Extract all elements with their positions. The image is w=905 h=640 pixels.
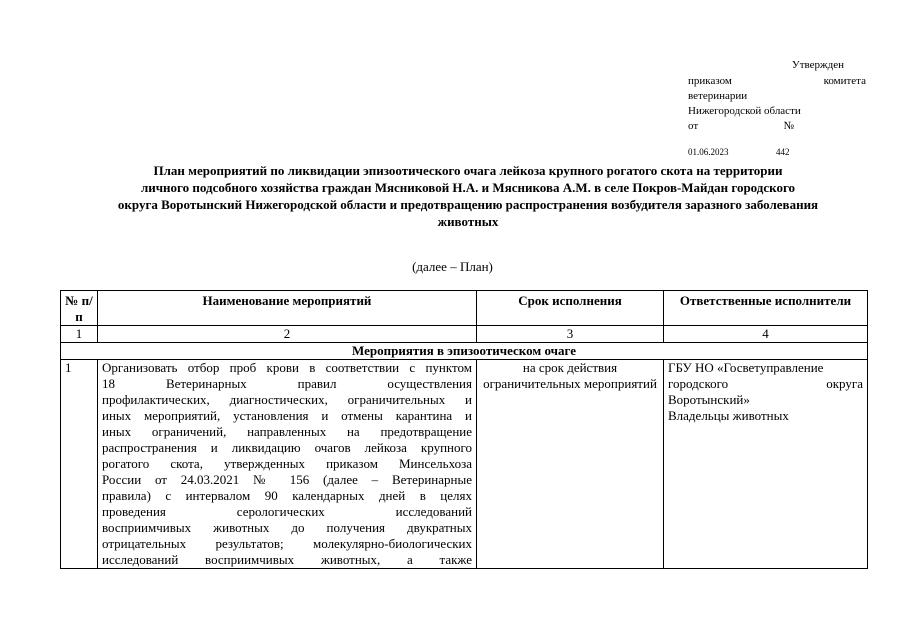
table-row <box>61 360 868 569</box>
responsible-line: ГБУ НО «Госветуправление <box>668 360 824 375</box>
approval-committee-word: комитета <box>823 75 866 87</box>
column-number: 1 <box>61 326 98 343</box>
header-activity: Наименование мероприятий <box>98 291 477 326</box>
activity-line: рогатого скота, утвержденных приказом Минсельхоза <box>102 456 472 471</box>
activity-line: иных мероприятий, установления и отмены карантина и <box>102 408 472 423</box>
header-number: № п/п <box>61 291 98 326</box>
responsible-line: Воротынский» <box>668 392 750 407</box>
section-title: Мероприятия в эпизоотическом очаге <box>61 343 868 360</box>
table-section-row <box>61 343 868 360</box>
title-line: личного подсобного хозяйства граждан Мясниковой Н.А. и Мясникова А.М. в селе Покров-Майдан городского <box>140 180 796 195</box>
activity-line: иных ограничений, направленных на предотвращение <box>102 424 472 439</box>
header-term: Срок исполнения <box>477 291 664 326</box>
approval-line-4 <box>688 119 794 134</box>
responsible-line: городского округа <box>668 376 863 391</box>
approval-date-number <box>688 145 866 160</box>
activity-line: Организовать отбор проб крови в соответствии с пунктом <box>102 360 472 375</box>
header-responsible: Ответственные исполнители <box>664 291 868 326</box>
plan-table <box>60 290 868 569</box>
approval-block <box>688 58 866 160</box>
activity-line: отрицательных результатов; молекулярно-биологических <box>102 536 472 551</box>
title-line: План мероприятий по ликвидации эпизоотического очага лейкоза крупного рогатого скота на территории <box>153 163 783 178</box>
approval-number-sign: № <box>783 120 794 132</box>
column-number: 4 <box>664 326 868 343</box>
approval-date: 01.06.2023 <box>688 147 729 157</box>
activity-line: исследований восприимчивых животных, а также <box>102 552 472 567</box>
responsible-line: Владельцы животных <box>668 408 789 423</box>
document-subtitle: (далее – План) <box>412 259 493 274</box>
activity-line: правила) с интервалом 90 календарных дней в целях <box>102 488 472 503</box>
activity-cell <box>98 360 477 569</box>
title-line: животных <box>437 214 499 229</box>
row-number: 1 <box>61 360 98 569</box>
activity-line: профилактических, диагностических, ограничительных и <box>102 392 472 407</box>
column-number: 3 <box>477 326 664 343</box>
approval-line-1 <box>688 74 866 89</box>
responsible-cell <box>664 360 868 569</box>
activity-line: восприимчивых животных до получения двукратных <box>102 520 472 535</box>
table-header-row <box>61 291 868 326</box>
approval-from-word: от <box>688 120 699 132</box>
column-number: 2 <box>98 326 477 343</box>
title-line: округа Воротынский Нижегородской области и предотвращению распространения возбудителя заразного заболевания <box>117 197 819 212</box>
document-title <box>60 162 876 230</box>
activity-line: России от 24.03.2021 № 156 (далее – Ветеринарные <box>102 472 472 487</box>
approval-line-2: ветеринарии <box>688 90 748 102</box>
activity-line: распространения и ликвидацию очагов лейкоза крупного <box>102 440 472 455</box>
table-column-numbers <box>61 326 868 343</box>
approval-title: Утвержден <box>791 59 844 71</box>
approval-line-3: Нижегородской области <box>688 105 801 117</box>
activity-line: проведения серологических исследований <box>102 504 472 519</box>
approval-order-word: приказом <box>688 75 732 87</box>
approval-number: 442 <box>776 147 790 157</box>
activity-line: 18 Ветеринарных правил осуществления <box>102 376 472 391</box>
term-cell: на срок действия ограничительных мероприятий <box>477 360 664 569</box>
